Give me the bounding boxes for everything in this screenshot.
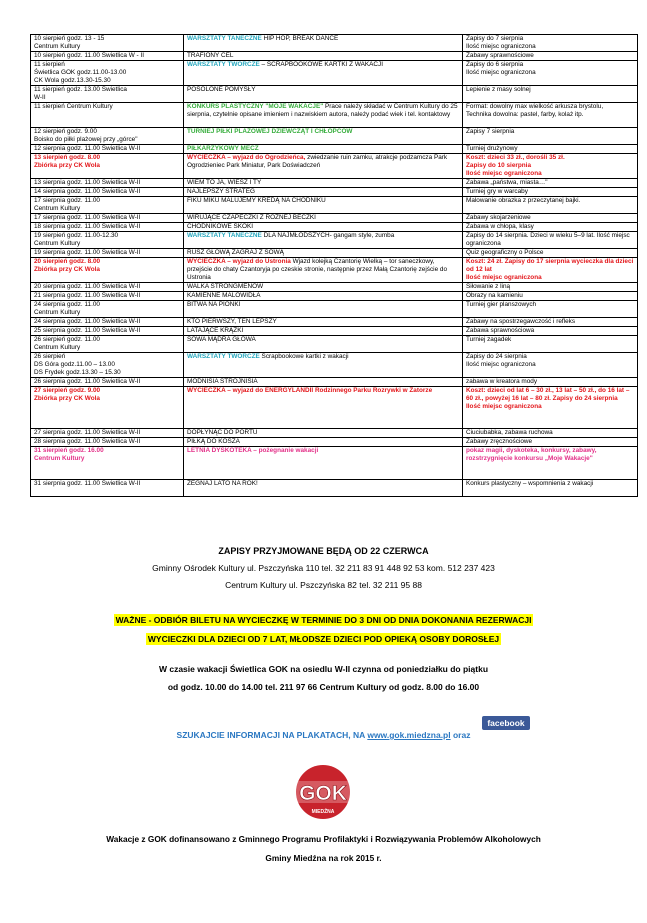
activity-cell [184, 480, 463, 497]
activity-cell [184, 154, 463, 179]
activity-cell [184, 179, 463, 188]
date-place-cell: 31 sierpnia godz. 11.00 Świetlica W-II [31, 480, 184, 497]
notes-text: Malowanie obrazka z przeczytanej bajki. [466, 197, 581, 204]
gok-logo [292, 762, 354, 822]
notes-cell [463, 378, 638, 387]
notes-cell [463, 197, 638, 214]
schedule-row [31, 35, 638, 52]
activity-cell [184, 249, 463, 258]
date-place-cell: 14 sierpnia godz. 11.00 Świetlica W-II [31, 188, 184, 197]
schedule-row [31, 327, 638, 336]
activity-cell [184, 283, 463, 292]
activity-cell [184, 301, 463, 318]
notes-cell [463, 447, 638, 480]
date-place-cell: 19 sierpień godz. 11.00-12.30 Centrum Kultury [31, 232, 184, 249]
notes-text: Format: dowolny max wielkość arkusza brystolu, Technika dowolna: pastel, farby, kolaż itp. [466, 103, 604, 118]
notes-cell [463, 103, 638, 128]
notes-cell [463, 214, 638, 223]
notes-cell [463, 429, 638, 438]
schedule-row [31, 378, 638, 387]
schedule-row [31, 249, 638, 258]
activity-text: Wjazd kolejką Czantorię Wielką – tor saneczkowy, przejście do chaty Czantoryja po czeskie stronie, następnie przez Małą Czantorię zejście do Ustronia [187, 258, 448, 281]
notice-ticket-text: WAŻNE - ODBIÓR BILETU NA WYCIECZKĘ W TERMINIE DO 3 DNI OD DNIA DOKONANIA REZERWACJI [115, 615, 532, 625]
date-place-cell: 13 sierpnia godz. 11.00 Świetlica W-II [31, 179, 184, 188]
notes-text: Zapisy 7 sierpnia [466, 128, 515, 135]
schedule-row [31, 438, 638, 447]
notes-cell [463, 258, 638, 283]
activity-cell [184, 103, 463, 128]
date-place-cell: 19 sierpnia godz. 11.00 Świetlica W-II [31, 249, 184, 258]
date-place-cell: 27 sierpień godz. 9.00 Zbiórka przy CK Wola [31, 387, 184, 429]
notes-text: Zabawy zręcznościowe [466, 438, 533, 445]
activity-cell [184, 61, 463, 86]
notice-ticket [0, 615, 647, 625]
gok-logo-subtext: MIEDŹNA [311, 809, 335, 815]
activity-cell [184, 86, 463, 103]
activity-text: DLA NAJMŁODSZYCH- gangam style, zumba [261, 232, 395, 239]
notes-text: Obrazy na kamieniu [466, 292, 523, 299]
activity-text: WARSZTATY TANECZNE [187, 35, 262, 42]
date-place-cell: 11 sierpień Centrum Kultury [31, 103, 184, 128]
schedule-row [31, 145, 638, 154]
schedule-row [31, 387, 638, 429]
activity-cell [184, 378, 463, 387]
date-place-cell: 31 sierpień godz. 16.00 Centrum Kultury [31, 447, 184, 480]
activity-text: PIŁKARZYKOWY MECZ [187, 145, 259, 152]
schedule-row [31, 223, 638, 232]
notes-text: Zabawa sprawnościowa [466, 327, 535, 334]
notes-cell [463, 232, 638, 249]
activity-text: DOPŁYNĄĆ DO PORTU [187, 429, 258, 436]
activity-cell [184, 145, 463, 154]
schedule-row [31, 480, 638, 497]
activity-text: FIKU MIKU MALUJEMY KREDĄ NA CHODNIKU [187, 197, 326, 204]
funding-line-1: Wakacje z GOK dofinansowano z Gminnego Programu Profilaktyki i Rozwiązywania Problemów Alkoholowych [106, 834, 541, 844]
date-place-cell: 26 sierpień DS Góra godz.11.00 – 13.00 DS Frydek godz.13.30 – 15.30 [31, 353, 184, 378]
activity-cell [184, 318, 463, 327]
schedule-row [31, 292, 638, 301]
activity-text: BITWA NA PIONKI [187, 301, 241, 308]
hours-line-1: W czasie wakacji Świetlica GOK na osiedlu W-II czynna od poniedziałku do piątku [158, 664, 489, 674]
activity-text: WALKA STRONGMENÓW [187, 283, 264, 290]
date-place-cell: 12 sierpień godz. 9.00 Boisko do piłki plażowej przy „górce" [31, 128, 184, 145]
notes-cell [463, 154, 638, 179]
date-place-cell: 26 sierpień godz. 11.00 Centrum Kultury [31, 336, 184, 353]
activity-cell [184, 387, 463, 429]
date-place-cell: 20 sierpnia godz. 11.00 Świetlica W-II [31, 283, 184, 292]
date-place-cell: 17 sierpnia godz. 11.00 Centrum Kultury [31, 197, 184, 214]
info-prefix: SZUKAJCIE INFORMACJI NA PLAKATACH, NA [176, 730, 368, 740]
notes-text: pokaz magii, dyskoteka, konkursy, zabawy, rozstrzygnięcie konkursu „Moje Wakacje" [466, 447, 597, 462]
notes-cell [463, 283, 638, 292]
gok-logo-text: GOK [299, 782, 347, 805]
date-place-cell: 26 sierpnia godz. 11.00 Świetlica W-II [31, 378, 184, 387]
notes-cell [463, 145, 638, 154]
schedule-row [31, 447, 638, 480]
activity-cell [184, 197, 463, 214]
activity-text: NAJLEPSZY STRATEG [187, 188, 255, 195]
notes-cell [463, 86, 638, 103]
date-place-cell: 11 sierpień godz. 13.00 Świetlica W-II [31, 86, 184, 103]
activity-cell [184, 292, 463, 301]
notes-cell [463, 480, 638, 497]
activity-cell [184, 438, 463, 447]
notes-cell [463, 61, 638, 86]
notes-text: zabawa w kreatora mody [466, 378, 538, 385]
activity-text: WIRUJĄCE CZAPECZKI Z RÓŻNEJ BECZKI [187, 214, 316, 221]
notes-text: Turniej gier planszowych [466, 301, 537, 308]
activity-text: WYCIECZKA – wyjazd do ENERGYLANDII Rodzinnego Parku Rozrywki w Zatorze [187, 387, 433, 394]
date-place-cell: 10 sierpień godz. 11.00 Świetlica W - II [31, 52, 184, 61]
schedule-row [31, 318, 638, 327]
notes-text: Turniej gry w warcaby [466, 188, 528, 195]
facebook-icon[interactable]: facebook [482, 716, 530, 730]
info-suffix: oraz [450, 730, 471, 740]
notes-text: Koszt: dzieci od lat 6 – 30 zł., 13 lat – 50 zł., do 16 lat – 60 zł., powyżej 16 lat – 80 zł. Zapisy do 24 sierpnia Ilość miejsc ograniczona [466, 387, 630, 410]
activity-text: KTO PIERWSZY, TEN LEPSZY [187, 318, 277, 325]
notes-cell [463, 188, 638, 197]
notes-cell [463, 336, 638, 353]
date-place-cell: 21 sierpnia godz. 11.00 Świetlica W-II [31, 292, 184, 301]
schedule-row [31, 353, 638, 378]
notes-text: Zabawy skojarzeniowe [466, 214, 531, 221]
date-place-cell: 24 sierpnia godz. 11.00 Centrum Kultury [31, 301, 184, 318]
schedule-row [31, 301, 638, 318]
date-place-cell: 17 sierpnia godz. 11.00 Świetlica W-II [31, 214, 184, 223]
schedule-row [31, 86, 638, 103]
activity-cell [184, 327, 463, 336]
notes-cell [463, 292, 638, 301]
schedule-row [31, 179, 638, 188]
activity-cell [184, 447, 463, 480]
notes-text: Turniej zagadek [466, 336, 512, 343]
activity-text: LETNIA DYSKOTEKA – pożegnanie wakacji [187, 447, 319, 454]
activity-text: SOWA MĄDRA GŁOWA [187, 336, 256, 343]
address-ck: Centrum Kultury ul. Pszczyńska 82 tel. 32 211 95 88 [225, 580, 422, 590]
notes-text: Turniej drużynowy [466, 145, 518, 152]
notes-cell [463, 52, 638, 61]
notes-cell [463, 353, 638, 378]
registration-heading: ZAPISY PRZYJMOWANE BĘDĄ OD 22 CZERWCA [218, 546, 429, 556]
notice-age-text: WYCIECZKI DLA DZIECI OD 7 LAT, MŁODSZE DZIECI POD OPIEKĄ OSOBY DOROSŁEJ [147, 634, 500, 644]
notes-text: Zapisy do 24 sierpnia Ilość miejsc ograniczona [466, 353, 536, 368]
date-place-cell: 25 sierpnia godz. 11.00 Świetlica W-II [31, 327, 184, 336]
activity-text: Scrapbookowe kartki z wakacji [259, 353, 349, 360]
schedule-table [30, 34, 638, 497]
activity-text: WARSZTATY TANECZNE [187, 232, 262, 239]
notice-age [0, 634, 647, 644]
schedule-row [31, 197, 638, 214]
notes-text: Zapisy do 6 sierpnia Ilość miejsc ograniczona [466, 61, 536, 76]
schedule-row [31, 336, 638, 353]
activity-cell [184, 429, 463, 438]
notes-cell [463, 318, 638, 327]
activity-text: MODNISIA STROJNISIA [187, 378, 258, 385]
activity-cell [184, 214, 463, 223]
activity-text: PIŁKĄ DO KOSZA [187, 438, 240, 445]
date-place-cell: 13 sierpień godz. 8.00 Zbiórka przy CK Wola [31, 154, 184, 179]
notes-text: Zabawy na spostrzegawczość i refleks [466, 318, 576, 325]
activity-cell [184, 232, 463, 249]
notes-text: Quiz geograficzny o Polsce [466, 249, 544, 256]
activity-text: CHODNIKOWE SKOKI [187, 223, 254, 230]
activity-cell [184, 52, 463, 61]
activity-cell [184, 336, 463, 353]
date-place-cell: 10 sierpień godz. 13 - 15 Centrum Kultury [31, 35, 184, 52]
notes-text: Koszt: 24 zł. Zapisy do 17 sierpnia wycieczka dla dzieci od 12 lat Ilość miejsc ograniczona [466, 258, 634, 281]
activity-cell [184, 35, 463, 52]
schedule-body [31, 35, 638, 497]
activity-text: Prace należy składać w Centrum Kultury do 25 sierpnia, czytelnie opisane imieniem i nazwiskiem autora, należy podać wiek i tel. kontaktowy [187, 103, 458, 118]
activity-text: WARSZTATY TWÓRCZE [187, 353, 260, 360]
date-place-cell: 20 sierpień godz. 8.00 Zbiórka przy CK Wola [31, 258, 184, 283]
notes-cell [463, 387, 638, 429]
funding-line-2: Gminy Miedźna na rok 2015 r. [265, 853, 382, 863]
address-gok: Gminny Ośrodek Kultury ul. Pszczyńska 110 tel. 32 211 83 91 448 92 53 kom. 512 237 423 [152, 563, 495, 573]
schedule-row [31, 258, 638, 283]
activity-cell [184, 223, 463, 232]
activity-text: ŻEGNAJ LATO NA ROK! [187, 480, 258, 487]
schedule-row [31, 429, 638, 438]
activity-text: TURNIEJ PIŁKI PLAŻOWEJ DZIEWCZĄT I CHŁOPCÓW [187, 128, 353, 135]
notes-cell [463, 128, 638, 145]
activity-text: KAMIENNE MALOWIDŁA [187, 292, 261, 299]
date-place-cell: 24 sierpnia godz. 11.00 Świetlica W-II [31, 318, 184, 327]
schedule-row [31, 283, 638, 292]
schedule-row [31, 103, 638, 128]
activity-text: – SCRAPBOOKOWE KARTKI Z WAKACJI [259, 61, 384, 68]
notes-cell [463, 249, 638, 258]
activity-text: POSOLONE POMYSŁY [187, 86, 256, 93]
activity-text: TRAFIONY CEL [187, 52, 234, 59]
notes-cell [463, 35, 638, 52]
notes-text: Lepienie z masy solnej [466, 86, 531, 93]
notes-text: Koszt: dzieci 33 zł., dorośli 35 zł. Zapisy do 10 sierpnia Ilość miejsc ograniczona [466, 154, 565, 177]
schedule-row [31, 154, 638, 179]
activity-text: WYCIECZKA – wyjazd do Ustronia [187, 258, 291, 265]
website-link[interactable]: www.gok.miedzna.pl [367, 730, 451, 740]
date-place-cell: 27 sierpnia godz. 11.00 Świetlica W-II [31, 429, 184, 438]
notes-cell [463, 438, 638, 447]
notes-text: Zabawa „państwa, miasta…" [466, 179, 548, 186]
activity-text: HIP HOP, BREAK DANCE [261, 35, 339, 42]
notes-text: Zabawa w chłopa, klasy [466, 223, 534, 230]
activity-text: LATAJĄCE KRĄŻKI [187, 327, 244, 334]
date-place-cell: 18 sierpnia godz. 11.00 Świetlica W-II [31, 223, 184, 232]
notes-text: Ciuciubabka, zabawa ruchowa [466, 429, 553, 436]
activity-cell [184, 258, 463, 283]
activity-text: KONKURS PLASTYCZNY "MOJE WAKACJE" [187, 103, 324, 110]
notes-cell [463, 223, 638, 232]
activity-text: WARSZTATY TWÓRCZE [187, 61, 260, 68]
activity-cell [184, 353, 463, 378]
info-line [0, 730, 647, 740]
schedule-row [31, 188, 638, 197]
notes-cell [463, 301, 638, 318]
activity-text: RUSZ GŁOWĄ ZAGRAJ Z SOWĄ [187, 249, 284, 256]
notes-text: Konkurs plastyczny – wspomnienia z wakacji [466, 480, 594, 487]
activity-cell [184, 188, 463, 197]
schedule-row [31, 52, 638, 61]
date-place-cell: 11 sierpień Świetlica GOK godz.11.00-13.00 CK Wola godz.13.30-15.30 [31, 61, 184, 86]
activity-text: WYCIECZKA – wyjazd do Ogrodzieńca, [187, 154, 306, 161]
notes-text: Zapisy do 14 sierpnia. Dzieci w wieku 5–9 lat. Ilość miejsc ograniczona [466, 232, 630, 247]
schedule-row [31, 232, 638, 249]
notes-text: Zapisy do 7 sierpnia Ilość miejsc ograniczona [466, 35, 536, 50]
notes-text: Siłowanie z liną [466, 283, 511, 290]
activity-text: zwiedzanie ruin zamku, atrakcje podzamcza Park Ogrodzieniec Park Miniatur, Park Doświadczeń [187, 154, 448, 169]
notes-text: Zabawy sprawnościowe [466, 52, 534, 59]
activity-text: WIEM TO JA, WIESZ I TY [187, 179, 262, 186]
notes-cell [463, 179, 638, 188]
activity-cell [184, 128, 463, 145]
hours-line-2: od godz. 10.00 do 14.00 tel. 211 97 66 Centrum Kultury od godz. 8.00 do 16.00 [167, 682, 480, 692]
schedule-row [31, 214, 638, 223]
schedule-row [31, 128, 638, 145]
notes-cell [463, 327, 638, 336]
schedule-row [31, 61, 638, 86]
date-place-cell: 12 sierpnia godz. 11.00 Świetlica W-II [31, 145, 184, 154]
date-place-cell: 28 sierpnia godz. 11.00 Świetlica W-II [31, 438, 184, 447]
